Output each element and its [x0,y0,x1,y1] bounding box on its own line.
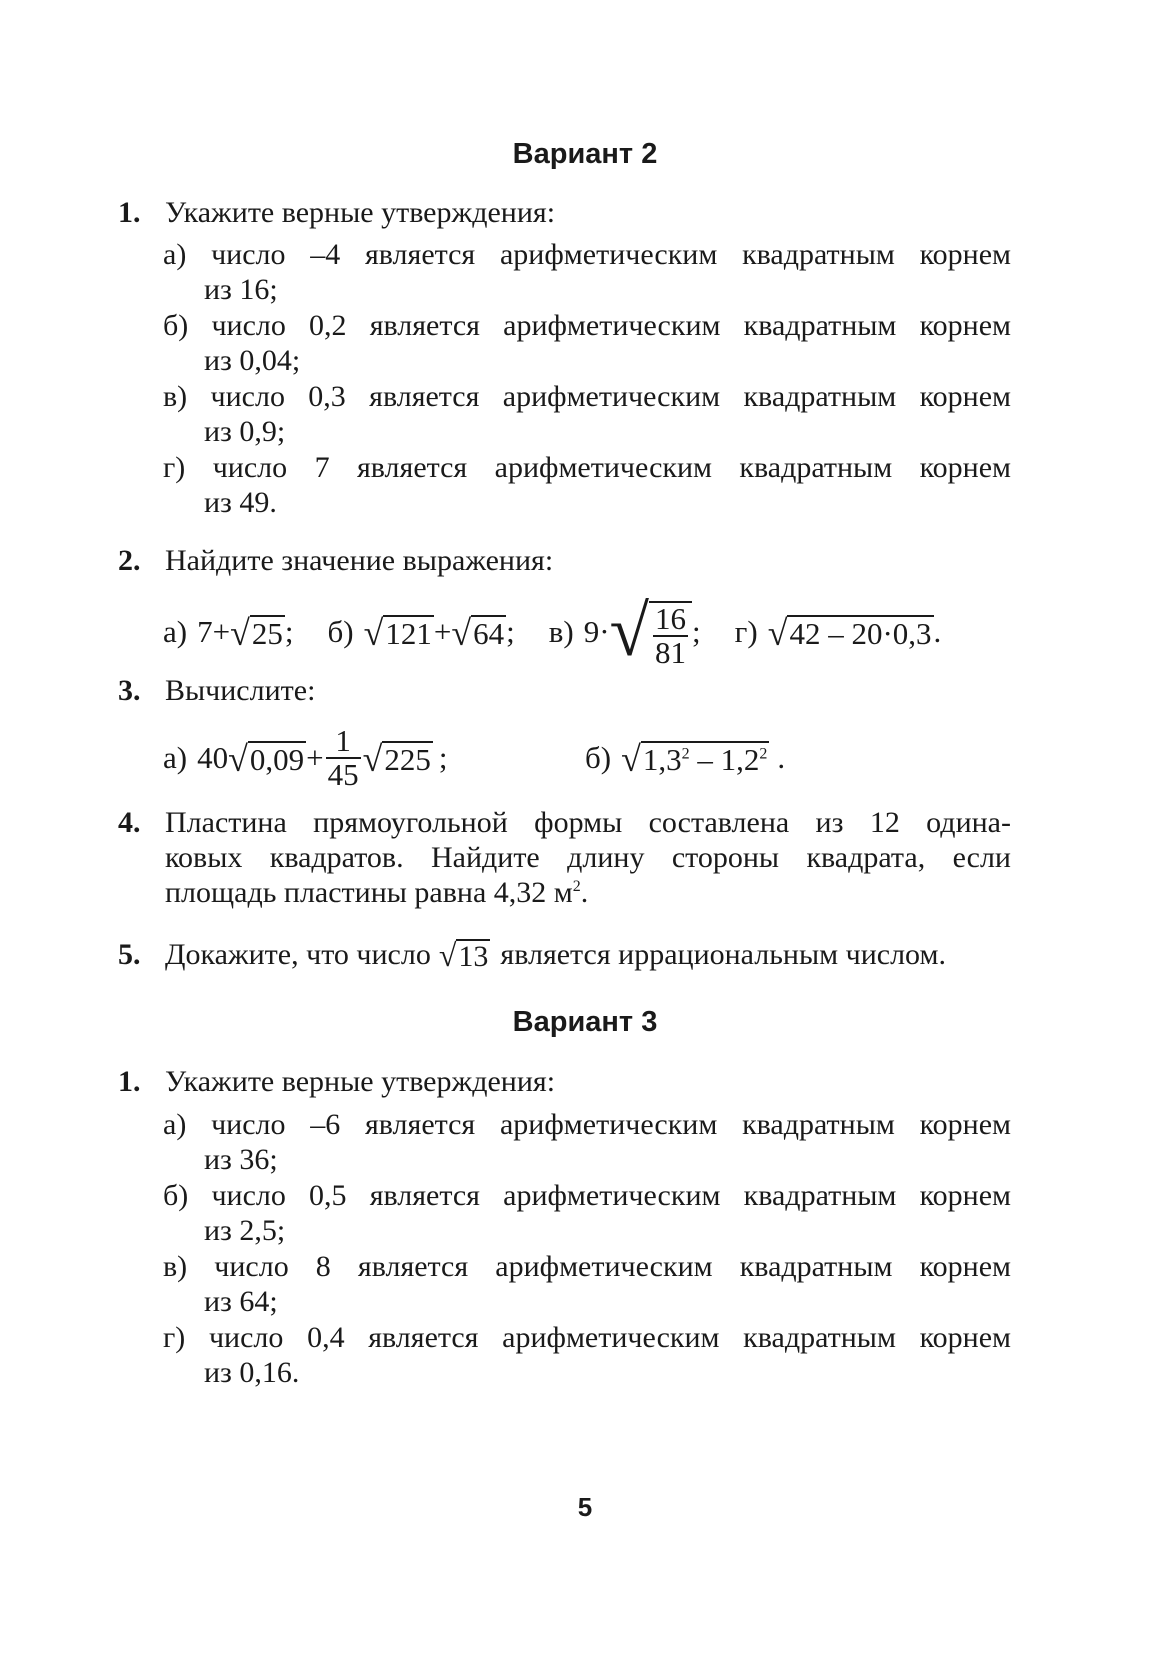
radical: √ 225 [362,739,431,779]
task3-expression-b: б) √ $1,3^2 - 1,2^2$ . [585,739,786,779]
option-line: в) число 0,3 является арифметическим квадратным корнем [163,380,1012,413]
task-number: 2. [118,544,141,577]
task-number: 1. [118,1065,141,1098]
option-continuation: из 0,9; [204,415,286,448]
task-number: 3. [118,674,141,707]
option-continuation: из 2,5; [204,1214,286,1247]
task-text-line: площадь пластины равна 4,32 $м^2$. [165,876,589,909]
option-continuation: из 49. [204,486,277,519]
radical: √ $1,3^2 - 1,2^2$ [621,739,768,779]
task-text: Докажите, что число √ 13 является иррациональным числом. [165,937,946,973]
radical: √ 0,09 [228,739,305,779]
option-line: в) число 8 является арифметическим квадратным корнем [163,1250,1012,1283]
option-continuation: из 0,04; [204,344,301,377]
task-text: Укажите верные утверждения: [165,196,556,229]
option-line: а) число –6 является арифметическим квадратным корнем [163,1108,1012,1141]
option-line: г) число 0,4 является арифметическим квадратным корнем [163,1321,1012,1354]
task-number: 5. [118,938,141,971]
option-line: б) число 0,5 является арифметическим квадратным корнем [163,1179,1011,1212]
task-number: 4. [118,806,141,839]
option-continuation: из 64; [204,1285,278,1318]
fraction: $\frac{1}{45}$ [327,723,359,792]
variant-3-title: Вариант 3 [512,1006,658,1038]
task-text: Вычислите: [165,674,316,707]
option-line: а) число –4 является арифметическим квадратным корнем [163,238,1012,271]
task2-expressions: а) 7+ √ 25 ; б) √ 121 + √ 64 ; в) 9· √ $\frac{16}{81}$ ; г) √ 42 – 20·0,3 . [163,591,942,671]
radical: √ 25 [230,613,283,653]
radical: √ 42 – 20·0,3 [767,613,932,653]
task-text-line: ковых квадратов. Найдите длину стороны квадрата, если [165,841,1011,874]
variant-2-title: Вариант 2 [512,138,658,170]
task-number: 1. [118,196,141,229]
option-continuation: из 36; [204,1143,278,1176]
task-text: Укажите верные утверждения: [165,1065,556,1098]
radical: √ 64 [451,613,505,653]
option-continuation: из 0,16. [204,1356,300,1389]
radical-fraction: √ $\frac{16}{81}$ [610,595,693,669]
option-line: б) число 0,2 является арифметическим квадратным корнем [163,309,1011,342]
task-text-line: Пластина прямоугольной формы составлена из 12 одина- [165,806,1011,839]
radical: √ 121 [363,613,432,653]
page-number: 5 [577,1492,593,1522]
option-continuation: из 16; [204,273,278,306]
option-line: г) число 7 является арифметическим квадратным корнем [163,451,1012,484]
task3-expression-a: а) 40 √ 0,09 + $\frac{1}{45}$ √ 225 ; [163,723,448,792]
radical: √ 13 [438,937,489,973]
task-text: Найдите значение выражения: [165,544,554,577]
